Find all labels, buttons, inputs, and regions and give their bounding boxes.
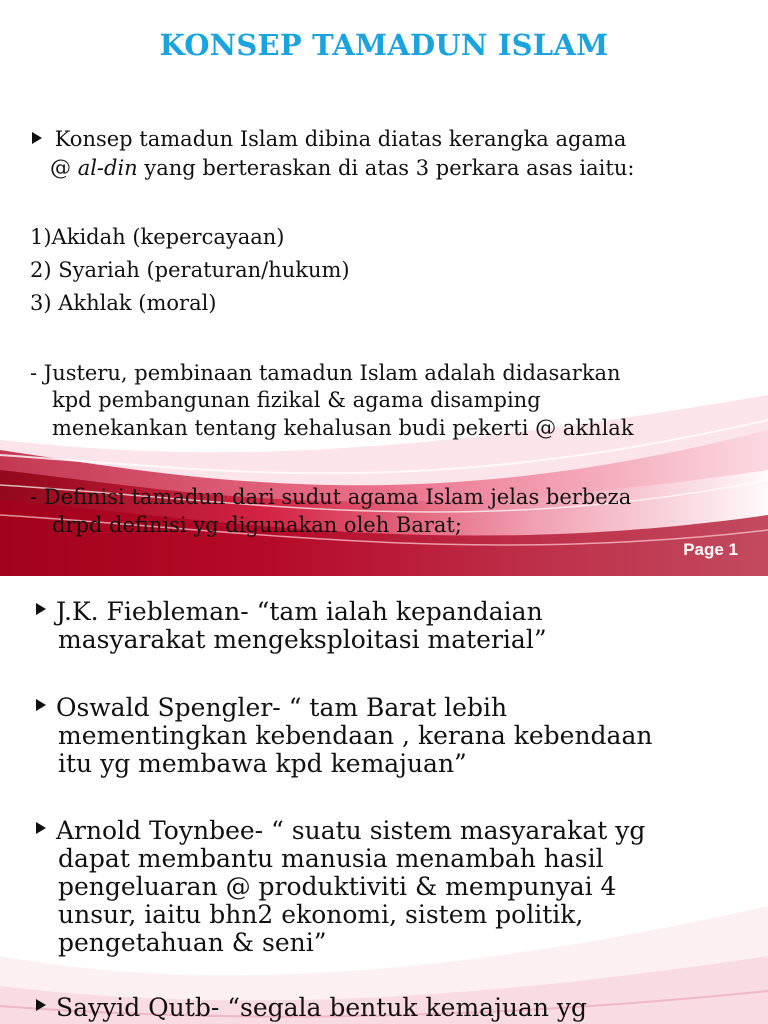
spengler-bullet (36, 694, 507, 722)
bullet-triangle-icon (36, 699, 46, 711)
spengler-line-2: mementingkan kebendaan , kerana kebendaan (58, 721, 653, 750)
toynbee-line-5: pengetahuan & seni” (58, 928, 327, 957)
intro-line-2-prefix: @ (50, 156, 78, 180)
fiebleman-line-1: J.K. Fiebleman- “tam ialah kepandaian (55, 597, 543, 626)
page-number-label: Page 1 (683, 540, 738, 559)
list-item-akidah: 1)Akidah (kepercayaan) (30, 225, 285, 249)
intro-line-2-rest: yang berteraskan di atas 3 perkara asas iaitu: (137, 156, 635, 180)
fiebleman-line-2: masyarakat mengeksploitasi material” (58, 625, 547, 654)
list-item-syariah: 2) Syariah (peraturan/hukum) (30, 258, 350, 282)
justeru-line-2: kpd pembangunan fizikal & agama disamping (52, 388, 541, 412)
fiebleman-bullet (36, 598, 543, 626)
toynbee-line-3: pengeluaran @ produktiviti & mempunyai 4 (58, 872, 617, 901)
bullet-triangle-icon (36, 603, 46, 615)
toynbee-line-1: Arnold Toynbee- “ suatu sistem masyarakat yg (55, 816, 646, 845)
justeru-line-1: - Justeru, pembinaan tamadun Islam adalah didasarkan (30, 361, 621, 385)
al-din-term: al-din (77, 156, 138, 180)
justeru-line-3: menekankan tentang kehalusan budi pekerti @ akhlak (52, 416, 634, 440)
intro-line-1: Konsep tamadun Islam dibina diatas kerangka agama (54, 127, 627, 151)
intro-paragraph (32, 124, 626, 155)
slide-title: KONSEP TAMADUN ISLAM (159, 28, 609, 62)
bullet-triangle-icon (36, 999, 46, 1011)
bullet-triangle-icon (36, 822, 46, 834)
definisi-line-2: drpd definisi yg digunakan oleh Barat; (52, 513, 462, 537)
slide-2 (0, 576, 768, 1024)
spengler-line-1: Oswald Spengler- “ tam Barat lebih (55, 693, 508, 722)
toynbee-line-2: dapat membantu manusia menambah hasil (58, 844, 604, 873)
definisi-line-1: - Definisi tamadun dari sudut agama Islam jelas berbeza (30, 485, 632, 509)
toynbee-bullet (36, 817, 645, 845)
bullet-triangle-icon (32, 132, 42, 144)
qutb-line-1: Sayyid Qutb- “segala bentuk kemajuan yg (55, 993, 588, 1022)
intro-line-2 (50, 153, 634, 184)
list-item-akhlak: 3) Akhlak (moral) (30, 291, 217, 315)
toynbee-line-4: unsur, iaitu bhn2 ekonomi, sistem politik, (58, 900, 584, 929)
spengler-line-3: itu yg membawa kpd kemajuan” (58, 749, 467, 778)
qutb-bullet (36, 994, 587, 1022)
